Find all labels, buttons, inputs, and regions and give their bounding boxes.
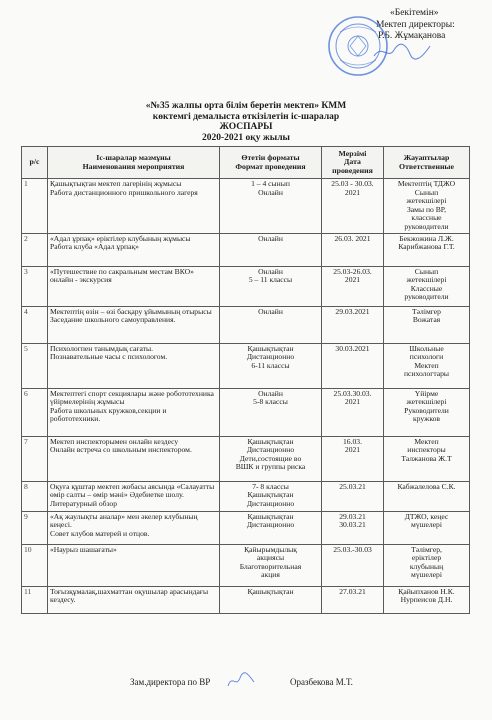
responsible-cell-line: Сынып bbox=[414, 187, 439, 197]
date-cell-line: 2021 bbox=[344, 187, 361, 197]
date-cell bbox=[322, 511, 384, 544]
event-cell-line: Совет клубов матерей и отцов. bbox=[50, 528, 150, 538]
event-cell-line: «Ақ жаулықты аналар» мен әкелер клубының кеңесі. bbox=[50, 511, 198, 530]
date-cell bbox=[322, 586, 384, 613]
table-row bbox=[22, 388, 470, 436]
event-cell bbox=[48, 266, 220, 306]
table-row bbox=[22, 511, 470, 544]
date-cell bbox=[322, 544, 384, 586]
date-cell-line: 29.03.21 bbox=[339, 511, 366, 521]
table-header-row bbox=[22, 147, 470, 179]
responsible-cell bbox=[384, 586, 470, 613]
table-row bbox=[22, 306, 470, 343]
format-cell bbox=[220, 511, 322, 544]
responsible-cell-line: жетекшілері bbox=[406, 275, 447, 285]
responsible-cell-line: психологи bbox=[409, 352, 444, 362]
date-cell-line: 16.03. bbox=[343, 436, 362, 446]
format-cell-line: Қашықтықтан bbox=[247, 586, 294, 596]
date-cell-line: 30.03.21 bbox=[339, 520, 366, 530]
date-cell-line: 29.03.2021 bbox=[335, 306, 370, 316]
date-cell-line: 25.03-26.03. bbox=[333, 266, 372, 276]
event-cell bbox=[48, 586, 220, 613]
format-cell bbox=[220, 233, 322, 266]
table-row bbox=[22, 266, 470, 306]
approval-line-3: Р.Б. Жұмақанова bbox=[378, 31, 446, 41]
row-number: 8 bbox=[22, 481, 48, 511]
events-table bbox=[21, 146, 470, 614]
table-row bbox=[22, 586, 470, 613]
event-cell-line: «Путешествие по сакральным местам ВКО» онлайн - экскурсия bbox=[50, 266, 194, 285]
event-cell-line: Мектеп инспекторымен онлайн кездесу bbox=[50, 436, 179, 446]
approval-line-2: Мектеп директоры: bbox=[376, 19, 455, 30]
format-cell-line: акциясы bbox=[256, 553, 285, 563]
date-cell bbox=[322, 436, 384, 481]
table-row bbox=[22, 544, 470, 586]
responsible-cell bbox=[384, 436, 470, 481]
row-number: 7 bbox=[22, 436, 48, 481]
format-cell bbox=[220, 343, 322, 388]
format-cell-line: Дети,состоящие во bbox=[239, 453, 302, 463]
format-cell-line: Дистанционно bbox=[246, 352, 295, 362]
date-cell bbox=[322, 179, 384, 234]
format-cell-line: Қашықтықтан bbox=[247, 511, 294, 521]
event-cell bbox=[48, 233, 220, 266]
header-date: Мерзімі Дата проведения bbox=[322, 147, 384, 179]
deputy-signature bbox=[226, 672, 256, 690]
academic-year: 2020-2021 оқу жылы bbox=[202, 132, 290, 143]
footer-name: Оразбекова М.Т. bbox=[290, 677, 353, 687]
event-cell bbox=[48, 306, 220, 343]
responsible-cell-line: Мектеп bbox=[414, 360, 439, 370]
responsible-cell-line: клубының bbox=[409, 561, 444, 571]
responsible-cell-line: кружков bbox=[412, 414, 440, 424]
director-signature bbox=[372, 40, 432, 62]
responsible-cell-line: Школьные bbox=[409, 343, 444, 353]
responsible-cell-line: Вожатая bbox=[412, 315, 441, 325]
responsible-cell-line: Классные bbox=[410, 283, 443, 293]
responsible-cell-line: психологтары bbox=[403, 369, 450, 379]
responsible-cell-line: инспекторы bbox=[407, 445, 446, 455]
row-number: 2 bbox=[22, 233, 48, 266]
responsible-cell-line: Нурпеисов Д.Н. bbox=[400, 595, 453, 605]
plan-heading: ЖОСПАРЫ bbox=[219, 122, 273, 132]
row-number: 10 bbox=[22, 544, 48, 586]
responsible-cell-line: руководители bbox=[404, 292, 449, 302]
responsible-cell bbox=[384, 388, 470, 436]
format-cell-line: Дистанционно bbox=[246, 445, 295, 455]
row-number: 5 bbox=[22, 343, 48, 388]
format-cell-line: 6-11 классы bbox=[251, 360, 290, 370]
format-cell-line: 7- 8 классы bbox=[252, 481, 289, 491]
format-cell-line: 1 – 4 сынып bbox=[251, 179, 290, 188]
format-cell-line: Қашықтықтан bbox=[247, 436, 294, 446]
format-cell bbox=[220, 388, 322, 436]
event-cell bbox=[48, 436, 220, 481]
date-cell bbox=[322, 233, 384, 266]
format-cell-line: акция bbox=[261, 570, 280, 580]
format-cell bbox=[220, 306, 322, 343]
responsible-cell bbox=[384, 266, 470, 306]
responsible-cell bbox=[384, 306, 470, 343]
format-cell-line: Онлайн bbox=[258, 306, 283, 316]
event-cell-line: Оқуға құштар мектеп жобасы аясында «Салауатты өмір салты – өмір мәні» Әдебиетке шолу. Литературный обзор bbox=[50, 481, 215, 508]
format-cell bbox=[220, 436, 322, 481]
date-cell bbox=[322, 306, 384, 343]
date-cell bbox=[322, 481, 384, 511]
responsible-cell-line: мүшелері bbox=[411, 520, 442, 530]
responsible-cell-line: жетекшілері bbox=[406, 397, 447, 407]
header-responsible: Жауаптылар Ответственные bbox=[384, 147, 470, 179]
responsible-cell-line: Кабжалелова С.К. bbox=[397, 481, 456, 491]
format-cell-line: Дистанционно bbox=[246, 520, 295, 530]
responsible-cell-line: Тәлімгер bbox=[412, 306, 441, 316]
responsible-cell-line: Мектептің ТДЖО bbox=[397, 179, 456, 188]
format-cell-line: Қашықтықтан bbox=[247, 490, 294, 500]
format-cell-line: Онлайн bbox=[258, 187, 283, 197]
date-cell bbox=[322, 388, 384, 436]
responsible-cell-line: Мектеп bbox=[414, 436, 439, 446]
event-cell-line: Қашықтықтан мектеп лагерінің жұмысы bbox=[50, 179, 182, 188]
table-row bbox=[22, 343, 470, 388]
responsible-cell-line: Сынып bbox=[414, 266, 439, 276]
format-cell bbox=[220, 586, 322, 613]
format-cell-line: Благотворительная bbox=[239, 561, 302, 571]
school-name: «№35 жалпы орта білім беретін мектеп» КММ bbox=[145, 101, 347, 111]
approval-line-1: «Бекітемін» bbox=[390, 8, 439, 18]
event-cell bbox=[48, 511, 220, 544]
event-cell-line: Психологпен танымдық сағаты. bbox=[50, 343, 153, 353]
event-cell-line: Работа дистанционного пришкольного лагеря bbox=[50, 187, 198, 197]
event-cell-line: Работа школьных кружков,секции и робототехники. bbox=[50, 405, 167, 424]
responsible-cell-line: классные bbox=[411, 213, 442, 223]
footer-role: Зам.директора по ВР bbox=[130, 677, 211, 687]
date-cell-line: 27.03.21 bbox=[339, 586, 366, 596]
date-cell bbox=[322, 266, 384, 306]
table-row bbox=[22, 179, 470, 234]
responsible-cell bbox=[384, 544, 470, 586]
table-row bbox=[22, 233, 470, 266]
header-number: р/с bbox=[22, 147, 48, 179]
event-cell-line: Мектептегі спорт секциялары және робототехника үйірмелерінің жұмысы bbox=[50, 388, 214, 407]
responsible-cell-line: Карибжанова Г.Т. bbox=[398, 242, 455, 252]
date-cell-line: 25.03.30.03. bbox=[333, 388, 372, 398]
responsible-cell-line: Бекжожина Л.Ж. bbox=[399, 233, 454, 243]
responsible-cell-line: ДТЖО, кеңес bbox=[404, 511, 449, 521]
responsible-cell bbox=[384, 233, 470, 266]
format-cell-line: 5-8 классы bbox=[253, 397, 288, 407]
event-cell-line: Работа клуба «Адал ұрпақ» bbox=[50, 242, 139, 252]
responsible-cell bbox=[384, 179, 470, 234]
responsible-cell bbox=[384, 511, 470, 544]
format-cell-line: Онлайн bbox=[258, 266, 283, 276]
row-number: 4 bbox=[22, 306, 48, 343]
date-cell-line: 2021 bbox=[344, 275, 361, 285]
row-number: 1 bbox=[22, 179, 48, 234]
date-cell-line: 25.03 - 30.03. bbox=[331, 179, 374, 188]
document-title bbox=[0, 101, 492, 143]
responsible-cell-line: мүшелері bbox=[411, 570, 442, 580]
format-cell bbox=[220, 481, 322, 511]
format-cell-line: Онлайн bbox=[258, 388, 283, 398]
format-cell-line: Онлайн bbox=[258, 233, 283, 243]
date-cell-line: 30.03.2021 bbox=[335, 343, 370, 353]
event-cell-line: Познавательные часы с психологом. bbox=[50, 352, 168, 362]
date-cell-line: 25.03.-30.03 bbox=[333, 544, 372, 554]
row-number: 3 bbox=[22, 266, 48, 306]
header-event: Іс-шаралар мазмұны Наименования мероприятия bbox=[48, 147, 220, 179]
row-number: 9 bbox=[22, 511, 48, 544]
event-cell-line: Онлайн встреча со школьным инспектором. bbox=[50, 445, 192, 455]
event-cell-line: «Наурыз шашағаты» bbox=[50, 544, 117, 554]
event-cell bbox=[48, 179, 220, 234]
event-cell-line: «Адал ұрпақ» еріктілер клубының жұмысы bbox=[50, 233, 191, 243]
table-row bbox=[22, 481, 470, 511]
table-row bbox=[22, 436, 470, 481]
responsible-cell bbox=[384, 343, 470, 388]
responsible-cell-line: еріктілер bbox=[411, 553, 442, 563]
responsible-cell-line: Замы по ВР, bbox=[407, 204, 446, 214]
header-format: Өтетін форматы Формат проведения bbox=[220, 147, 322, 179]
responsible-cell bbox=[384, 481, 470, 511]
row-number: 6 bbox=[22, 388, 48, 436]
format-cell bbox=[220, 179, 322, 234]
event-cell bbox=[48, 481, 220, 511]
format-cell-line: Қайырымдылық bbox=[244, 544, 297, 554]
responsible-cell-line: Үйірме bbox=[414, 388, 439, 398]
responsible-cell-line: Руководители bbox=[404, 405, 449, 415]
event-cell-line: Мектептің өзін – өзі басқару ұйымының отырысы bbox=[50, 306, 212, 316]
event-cell-line: Заседание школьного самоуправления. bbox=[50, 315, 176, 325]
date-cell-line: 25.03.21 bbox=[339, 481, 366, 491]
date-cell-line: 26.03. 2021 bbox=[334, 233, 371, 243]
date-cell-line: 2021 bbox=[344, 397, 361, 407]
responsible-cell-line: руководители bbox=[404, 221, 449, 231]
event-cell bbox=[48, 544, 220, 586]
format-cell-line: Қашықтықтан bbox=[247, 343, 294, 353]
date-cell bbox=[322, 343, 384, 388]
format-cell-line: 5 – 11 классы bbox=[248, 275, 293, 285]
format-cell-line: Дистанционно bbox=[246, 498, 295, 508]
format-cell bbox=[220, 544, 322, 586]
row-number: 11 bbox=[22, 586, 48, 613]
date-cell-line: 2021 bbox=[344, 445, 361, 455]
responsible-cell-line: Талжанова Ж.Т bbox=[401, 453, 452, 463]
plan-subtitle: көктемгі демалыста өткізілетін іс-шаралар bbox=[152, 111, 340, 122]
event-cell-line: Тоғызқұмалақ,шахматтан оқушылар арасындағы кездесу. bbox=[50, 586, 209, 605]
event-cell bbox=[48, 388, 220, 436]
format-cell bbox=[220, 266, 322, 306]
event-cell bbox=[48, 343, 220, 388]
format-cell-line: ВШК и группы риска bbox=[235, 462, 306, 472]
responsible-cell-line: жетекшілері bbox=[406, 196, 447, 206]
responsible-cell-line: Тәлімгер, bbox=[411, 544, 442, 554]
responsible-cell-line: Қайыпханов Н.К. bbox=[398, 586, 455, 596]
